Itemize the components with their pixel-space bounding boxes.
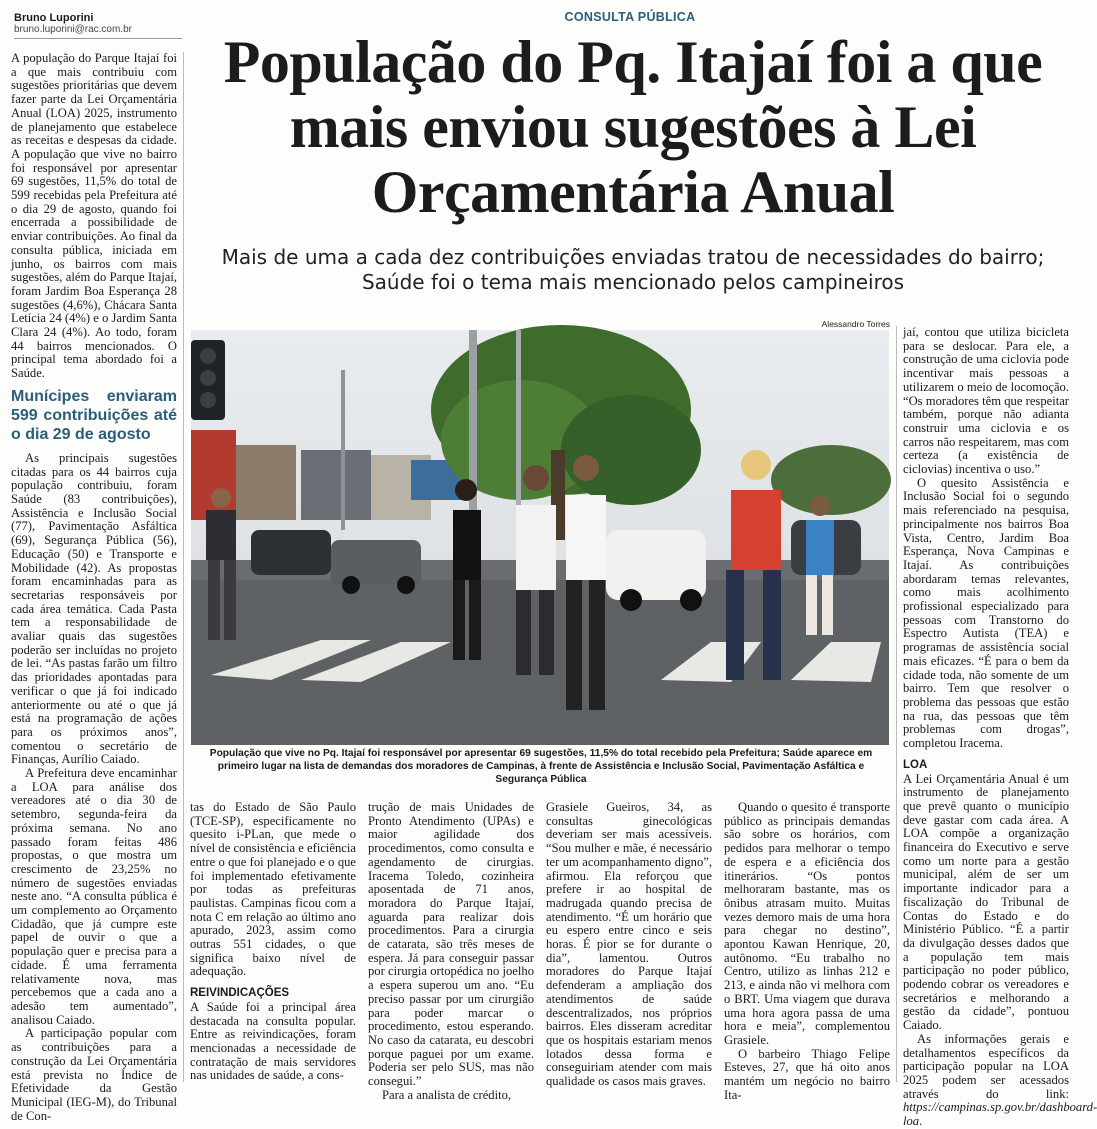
paragraph: trução de mais Unidades de Pronto Atendimento (UPAs) e maior agilidade dos procedimentos, como consulta e agendamento de cirurgias. Iracema Toledo, cozinheira aposentada de 71 anos, moradora do Parque Itajaí, aguarda para realizar dois procedimentos. Para a cirurgia de catarata, são três meses de espera. Já para conseguir passar por cirurgia ortopédica no joelho a espera superou um ano. “Eu preciso passar por um cirurgião para poder marcar o procedimento, estou esperando. No caso da catarata, eu descobri porque paguei por um exame. Poderia ser pelo SUS, mas não consegui.” (368, 800, 534, 1089)
paragraph-text: As informações gerais e detalhamentos específicos da participação popular na LOA 2025 podem ser acessados através do link: (903, 1031, 1069, 1101)
intertitle: REIVINDICAÇÕES (190, 987, 290, 1000)
news-photo (191, 330, 889, 745)
dashboard-link[interactable]: https://campinas.sp.gov.br/dashboard-loa (903, 1100, 1097, 1129)
author-email: bruno.luporini@rac.com.br (14, 24, 182, 39)
column-5 (724, 800, 890, 1102)
paragraph: A participação popular com as contribuições para a construção da Lei Orçamentária está prevista no Índice de Efetividade da Gestão Municipal (IEG-M), do Tribunal de Con- (11, 1026, 177, 1123)
headline: População do Pq. Itajaí foi a que mais enviou sugestões à Lei Orçamentária Anual (223, 29, 1043, 225)
column-divider (896, 326, 897, 1082)
paragraph: Grasiele Gueiros, 34, as consultas ginecológicas deveriam ser mais acessíveis. “Sou mulher e mãe, é necessário ter um acompanhamento digno”, afirmou. Ela reforçou que prefere ir ao hospital de madrugada quando precisa de atendimento. “É um horário que eu espero entre cinco e seis horas. É pior se for durante o dia”, lamentou. Outros moradores do Parque Itajaí defenderam a ampliação dos atendimentos de saúde descentralizados, nos próprios bairros. Eles disseram acreditar que os hospitais estariam menos lotados dessa forma e conseguiriam atender com mais qualidade os casos mais graves. (546, 800, 712, 1089)
column-4 (546, 800, 712, 1089)
section-subhead: Munícipes enviaram 599 contribuições até o dia 29 de agosto (11, 387, 177, 443)
paragraph: Quando o quesito é transporte público as principais demandas são sobre os horários, com pedidos para melhorar o tempo de espera e a eficiência dos itinerários. “Os pontos melhoraram bastante, mas os ônibus atrasam muito. Muitas vezes demoro mais de uma hora para chegar no destino”, apontou Kawan Henrique, 20, autônomo. “Eu trabalho no Centro, utilizo as linhas 212 e 213, e ainda não vi melhora com o BRT. Uma viagem que durava uma hora agora passa de uma hora e meia”, complementou Grasiele. (724, 800, 890, 1047)
paragraph-end: . (919, 1114, 923, 1129)
column-2 (190, 801, 356, 1084)
byline (14, 12, 182, 39)
paragraph: A Prefeitura deve encaminhar a LOA para análise dos vereadores até o dia 30 de setembro, segunda-feira da próxima semana. No ano passado foram feitas 486 propostas, o que mostra um crescimento de 23,25% no número de sugestões enviadas neste ano. “A consulta pública é um complemento ao Orçamento Cidadão, que já cumpre este papel de ouvir o que a população quer e precisa para a cidade. É uma ferramenta relativamente nova, mas percebemos que a cada ano a adesão tem aumentado”, analisou Caiado. (11, 766, 177, 1027)
column-divider (183, 52, 184, 1082)
photo-caption: População que vive no Pq. Itajaí foi responsável por apresentar 69 sugestões, 11,5% do total recebido pela Prefeitura; Saúde aparece em primeiro lugar na lista de demandas dos moradores de Campinas, à frente de Assistência e Inclusão Social, Pavimentação Asfáltica e Segurança Pública (209, 748, 873, 785)
paragraph: A população do Parque Itajaí foi a que mais contribuiu com sugestões prioritárias que devem fazer parte da Lei Orçamentária Anual (LOA) 2025, instrumento de planejamento que estabelece as receitas e despesas da cidade. A população que vive no bairro foi responsável por apresentar 69 sugestões, 11,5% do total de 599 recebidas pela Prefeitura até o dia 29 de agosto, quando foi encerrada a possibilidade de enviar contribuições. Ao final da consulta pública, iniciada em junho, os bairros com mais sugestões, além do Parque Itajaí, foram Jardim Boa Esperança 28 sugestões (4,6%), Chácara Santa Letícia 24 (4%) e o Jardim Santa Clara 24 (4%). Ao todo, foram 44 bairros mencionados. O principal tema abordado foi a Saúde. (11, 51, 177, 381)
photo-credit: Alessandro Torres (821, 319, 890, 329)
paragraph: Para a analista de crédito, (382, 1087, 512, 1102)
paragraph: As principais sugestões citadas para os 44 bairros cuja população contribuiu, foram Saúde (83 contribuições), Assistência e Inclusão Social (77), Pavimentação Asfáltica (69), Segurança Pública (56), Educação (50) e Transporte e Mobilidade (42). As propostas foram encaminhadas para as secretarias responsáveis por cada área temática. Cada Pasta tem a responsabilidade de avaliar quais das sugestões poderão ser incluídas no projeto de lei. “As pastas farão um filtro das prioridades apontadas para verificar o que já foi indicado anteriormente ou até o que já está na programação de ações para os próximos anos”, comentou o secretário de Finanças, Aurílio Caiado. (11, 450, 177, 767)
paragraph: O quesito Assistência e Inclusão Social foi o segundo mais referenciado na pesquisa, principalmente nos bairros Boa Vista, Centro, Jardim Boa Esperança, Nova Campinas e Itajaí. As contribuições abordaram temas relevantes, como mais acolhimento profissional especializado para pessoas com Transtorno do Espectro Autista (TEA) e programas de assistência social mais eficazes. “É para o bem da cidade toda, não somente de um bairro. Tem que resolver o problema das pessoas que estão na rua, das pessoas que têm problemas com drogas”, completou Iracema. (903, 475, 1069, 751)
paragraph: A Saúde foi a principal área destacada na consulta popular. Entre as reivindicações, foram mencionadas a necessidade de contratação de mais servidores nas unidades de saúde, a cons- (190, 999, 356, 1083)
column-6 (903, 325, 1097, 1129)
column-1 (11, 51, 177, 1123)
author-name: Bruno Luporini (14, 12, 94, 24)
paragraph (903, 1031, 1097, 1129)
section-kicker: CONSULTA PÚBLICA (564, 10, 696, 24)
subtitle: Mais de uma a cada dez contribuições enviadas tratou de necessidades do bairro; Saúde foi o tema mais mencionado pelos campineiros (221, 245, 1045, 294)
intertitle: LOA (903, 758, 928, 771)
paragraph: jaí, contou que utiliza bicicleta para se deslocar. Para ele, a construção de uma ciclovia pode incentivar mais pessoas a utilizarem o meio de locomoção. “Os moradores têm que respeitar também, porque não adianta construir uma ciclovia e os carros não respeitarem, mas com certeza (a existência de ciclovias) incentiva o uso.” (903, 325, 1069, 477)
column-3 (368, 800, 534, 1102)
paragraph: A Lei Orçamentária Anual é um instrumento de planejamento que prevê quanto o município deve gastar com cada área. A LOA compõe a organização financeira do Executivo e serve como um norte para a gestão municipal, além de ser um importante indicador para a fiscalização do Tribunal de Contas do Estado e do Ministério Público. “É a partir da divulgação desses dados que a população tem mais participação no poder público, podendo cobrar os vereadores e secretários e melhorando a gestão da cidade”, pontuou Caiado. (903, 771, 1069, 1033)
paragraph: tas do Estado de São Paulo (TCE-SP), especificamente no quesito i-PLan, que mede o nível de consistência e eficiência entre o que foi planejado e o que foi implementado efetivamente por todas as prefeituras paulistas. Campinas ficou com a nota C em relação ao último ano apurado, 2023, assim como outras 551 cidades, o que significa baixo nível de adequação. (190, 800, 356, 979)
paragraph: O barbeiro Thiago Felipe Esteves, 27, que há oito anos mantém um negócio no bairro Ita- (724, 1046, 890, 1102)
street-scene-image (191, 330, 889, 745)
